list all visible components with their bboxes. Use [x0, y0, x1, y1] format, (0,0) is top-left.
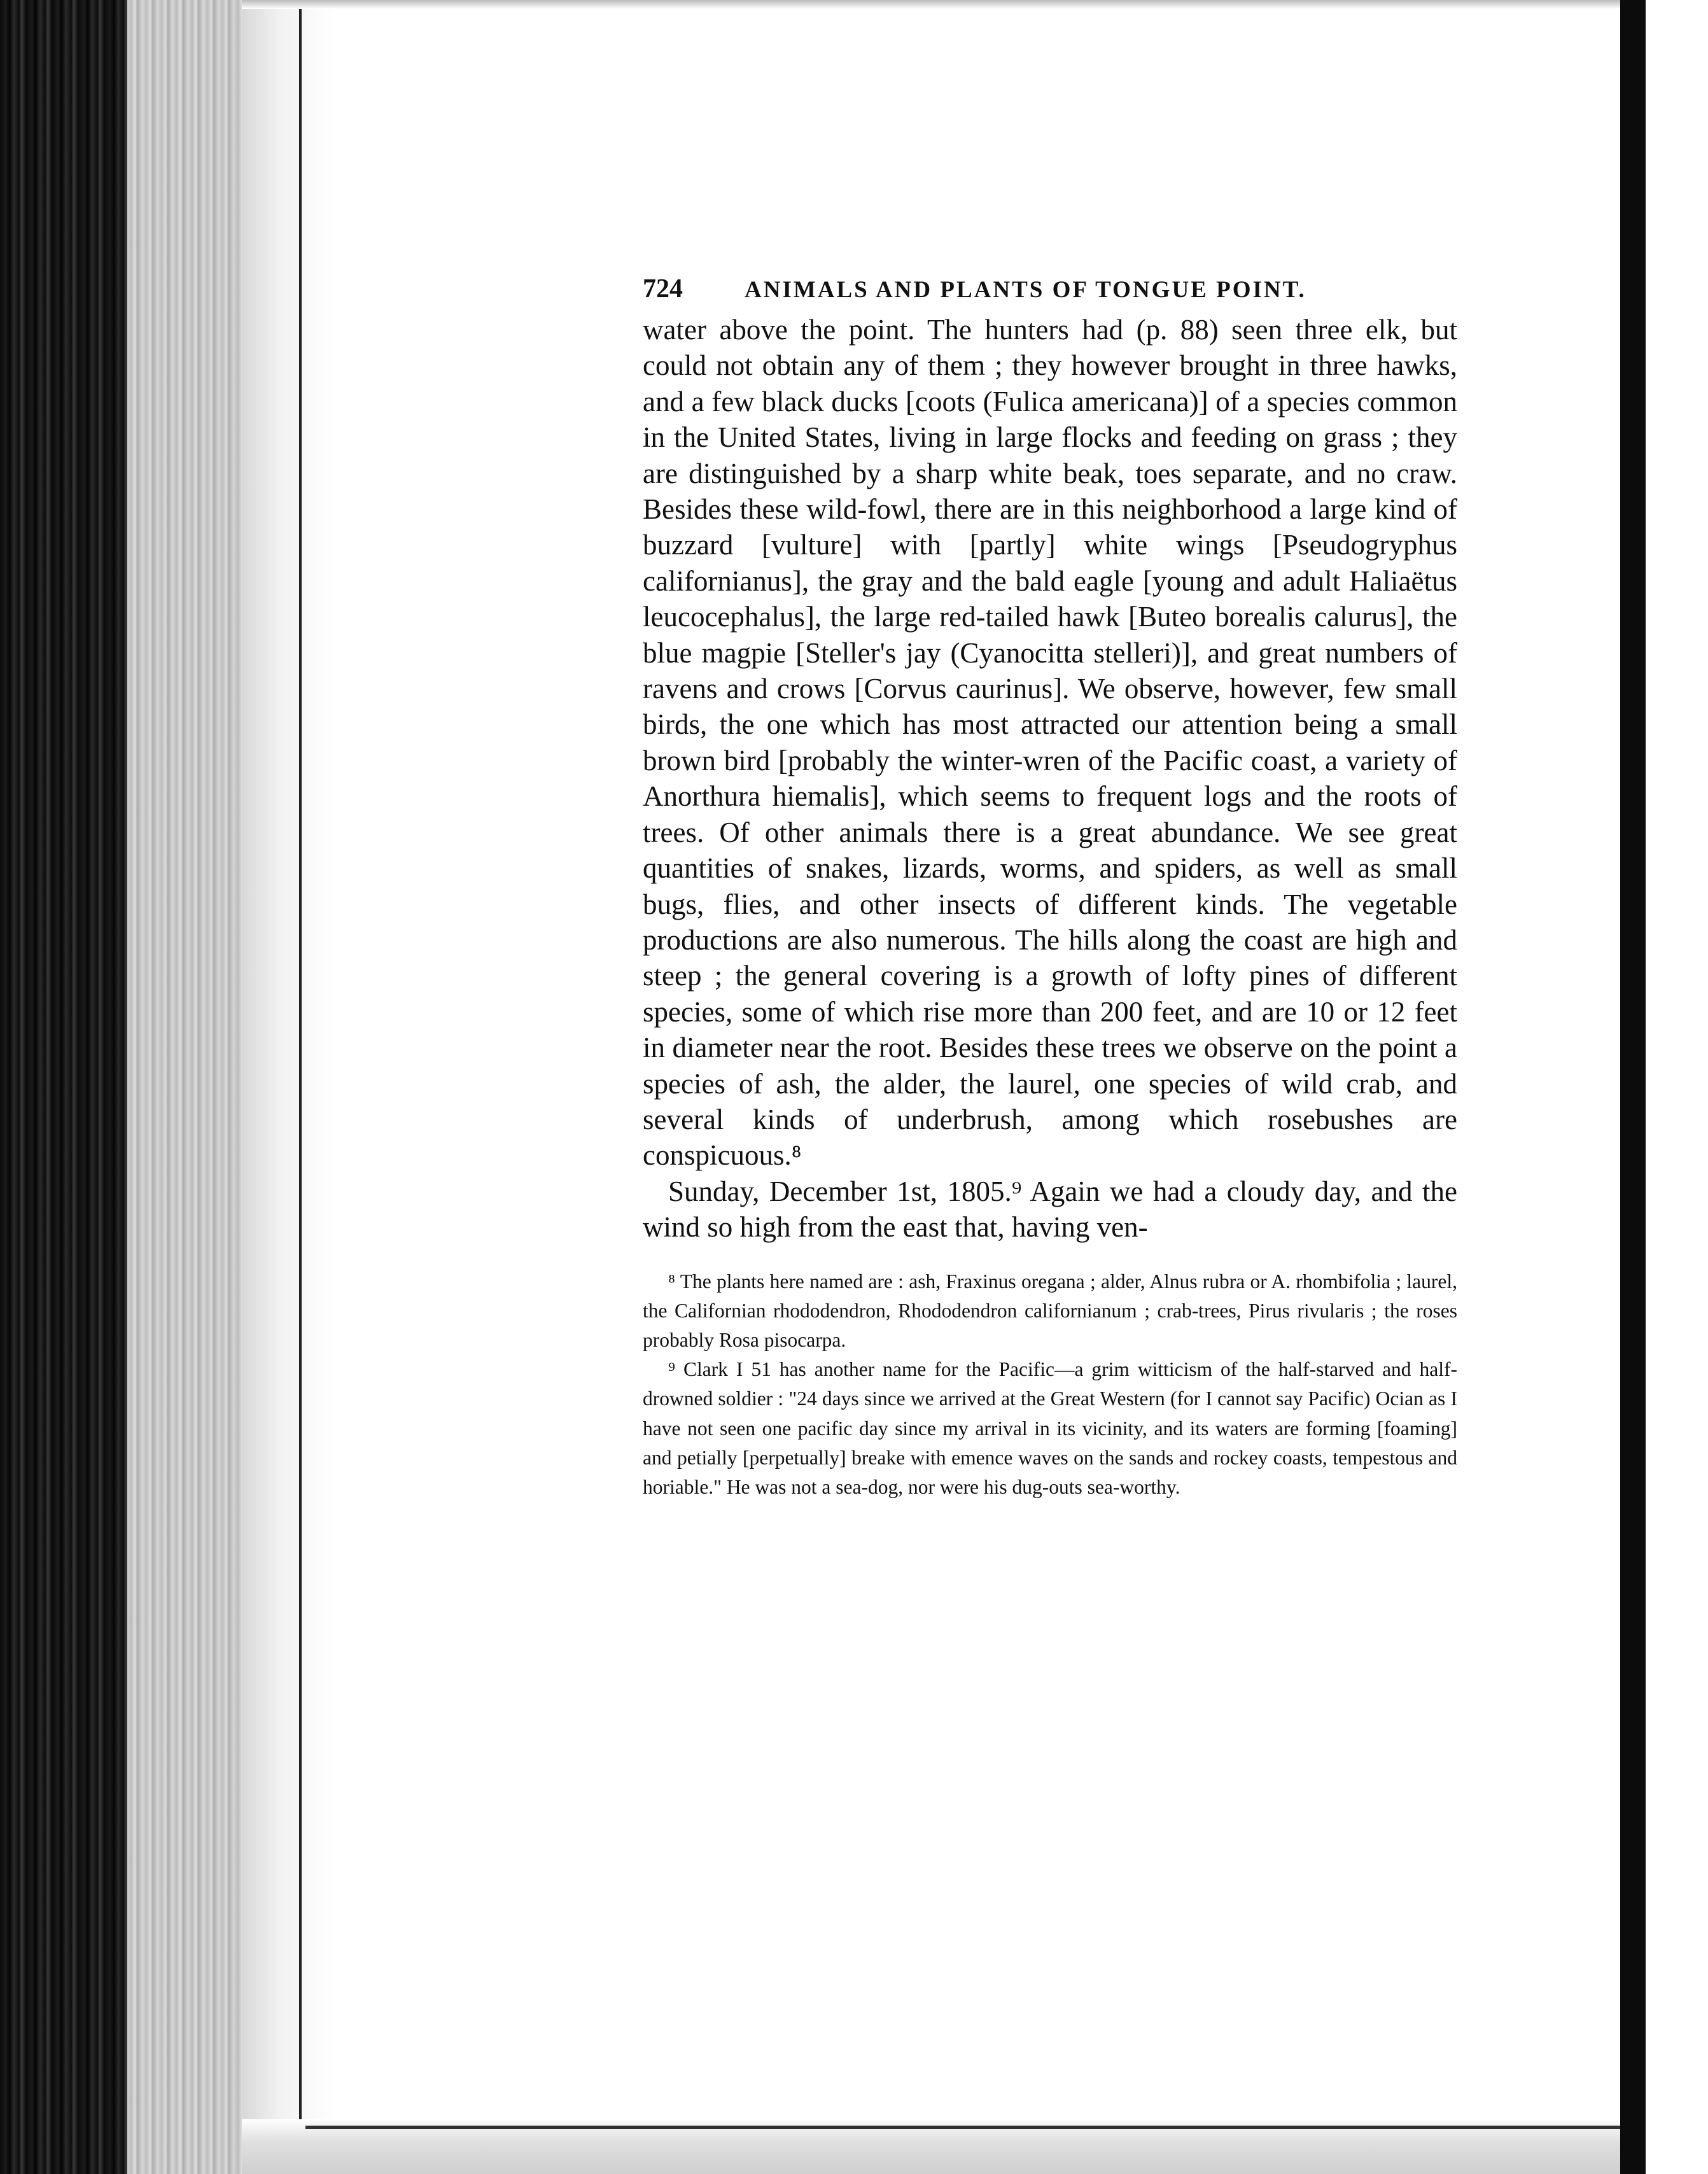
paragraph-1: water above the point. The hunters had (p. 88) seen three elk, but could not obtain any of them ; they however brought in three hawks, and a few black ducks [coots (Fulica americana)] of a species common in the United States, living in large flocks and feeding on grass ; they are distinguished by a sharp white beak, toes separate, and no craw. Besides these wild-fowl, there are in this neighborhood a large kind of buzzard [vulture] with [partly] white wings [Pseudogryphus californianus], the gray and the bald eagle [young and adult Haliaëtus leucocephalus], the large red-tailed hawk [Buteo borealis calurus], the blue magpie [Steller's jay (Cyanocitta stelleri)], and great numbers of ravens and crows [Corvus caurinus]. We observe, however, few small birds, the one which has most attracted our attention being a small brown bird [probably the winter-wren of the Pacific coast, a variety of Anorthura hiemalis], which seems to frequent logs and the roots of trees. Of other animals there is a great abundance. We see great quantities of snakes, lizards, worms, and spiders, as well as small bugs, flies, and other insects of different kinds. The vegetable productions are also numerous. The hills along the coast are high and steep ; the general covering is a growth of lofty pines of different species, some of which rise more than 200 feet, and are 10 or 12 feet in diameter near the root. Besides these trees we observe on the point a species of ash, the alder, the laurel, one species of wild crab, and several kinds of underbrush, among which rosebushes are conspicuous.⁸	[643, 314, 1457, 1172]
page-edge-line	[299, 0, 302, 2174]
book-page	[643, 274, 1457, 1502]
page-edge	[242, 0, 337, 2174]
right-margin	[1646, 0, 1708, 2174]
running-header	[643, 274, 1457, 304]
running-head: ANIMALS AND PLANTS OF TONGUE POINT.	[745, 277, 1306, 303]
book-gutter	[0, 0, 242, 2174]
bottom-line	[305, 2126, 1661, 2129]
next-page-edge	[1620, 0, 1646, 2174]
footnote-8: ⁸ The plants here named are : ash, Fraxinus oregana ; alder, Alnus rubra or A. rhombifolia ; laurel, the Californian rhododendron, Rhododendron californianum ; crab-trees, Pirus rivularis ; the roses probably Rosa pisocarpa.	[643, 1270, 1457, 1351]
paragraph-2: Sunday, December 1st, 1805.⁹ Again we had a cloudy day, and the wind so high from the east that, having ven-	[643, 1175, 1457, 1244]
footnotes	[643, 1267, 1457, 1503]
page-number: 724	[643, 274, 683, 304]
top-shadow	[242, 0, 1667, 9]
body-text	[643, 312, 1457, 1245]
footnote-9: ⁹ Clark I 51 has another name for the Pacific—a grim witticism of the half-starved and half-drowned soldier : "24 days since we arrived at the Great Western (for I cannot say Pacific) Ocian as I have not seen one pacific day since my arrival in its vicinity, and its waters are forming [foaming] and petially [perpetually] breake with emence waves on the sands and rockey coasts, tempestous and horiable." He was not a sea-dog, nor were his dug-outs sea-worthy.	[643, 1358, 1457, 1498]
